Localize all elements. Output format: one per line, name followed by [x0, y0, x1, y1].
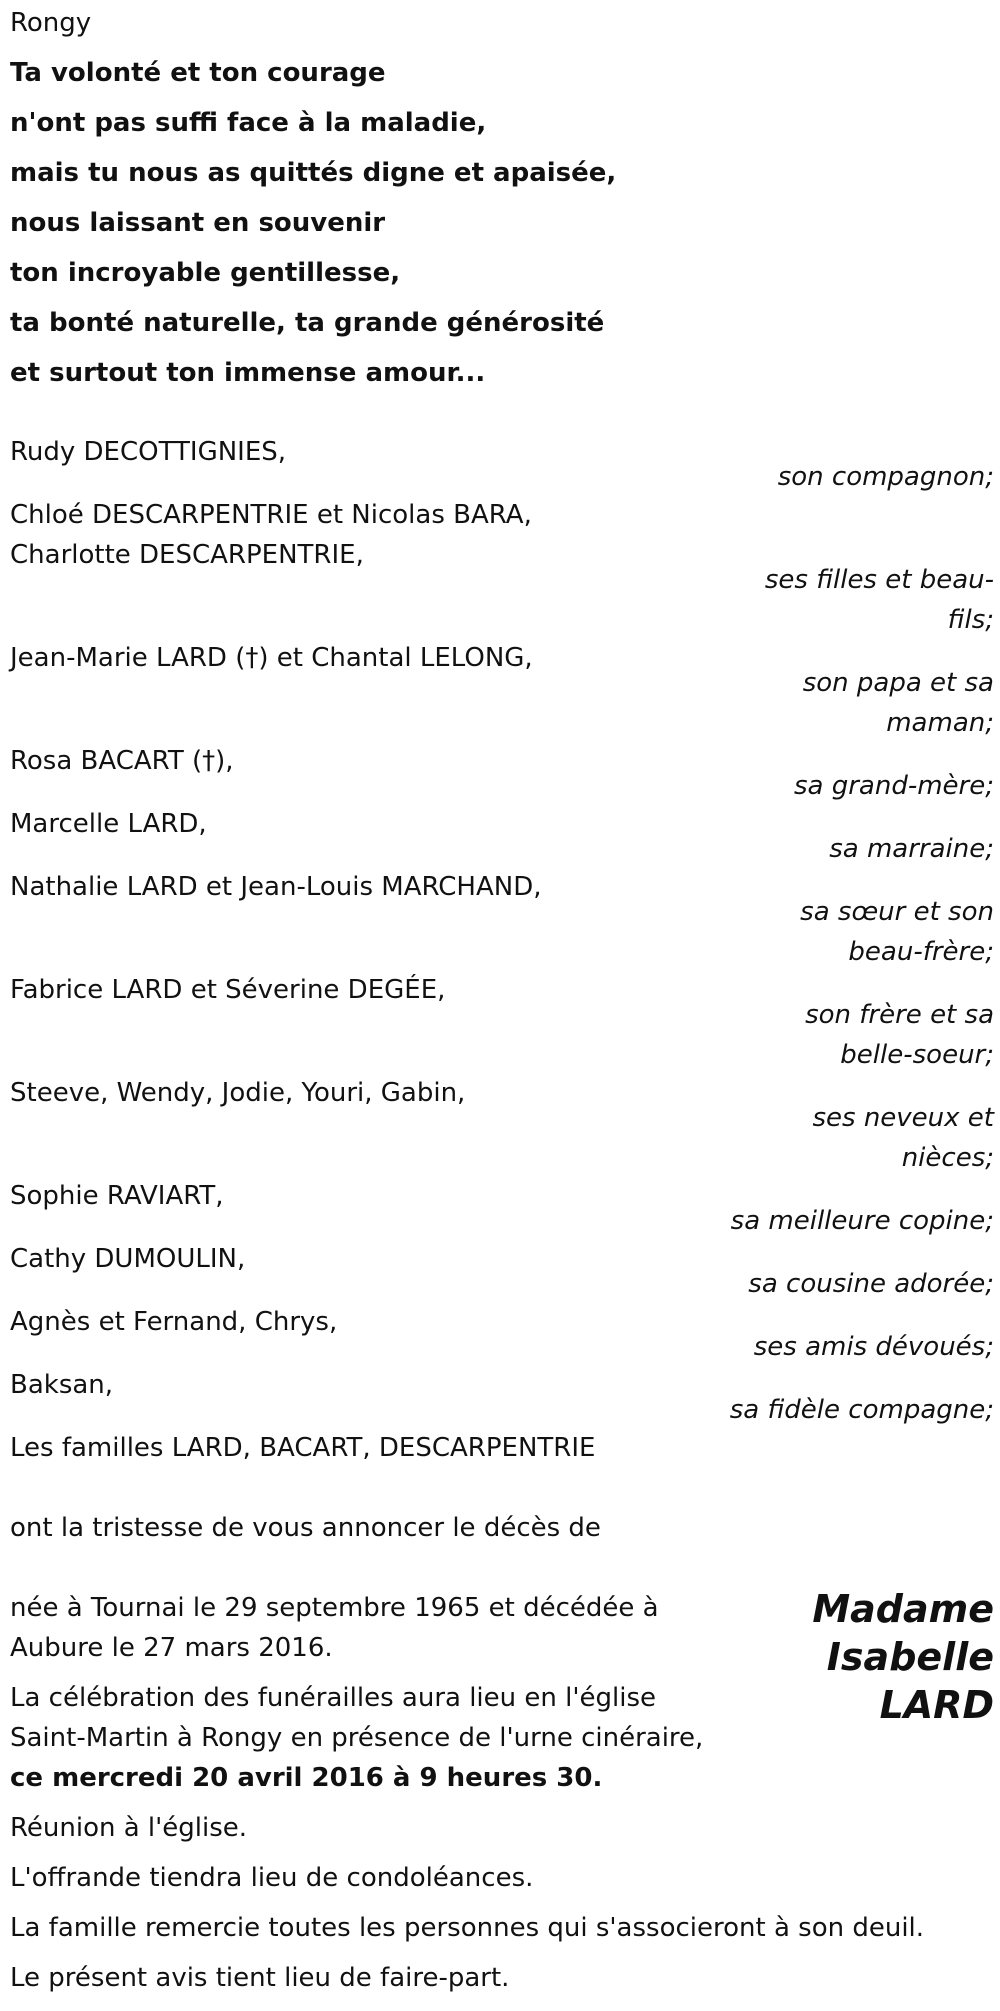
- deceased-title: Madame: [812, 1587, 994, 1631]
- mourner-names: Jean-Marie LARD (†) et Chantal LELONG,: [10, 643, 533, 673]
- mourner-names: Marcelle LARD,: [10, 809, 207, 839]
- mourner-role: sa meilleure copine;: [730, 1206, 994, 1236]
- text-line: Saint-Martin à Rongy en présence de l'urne cinéraire,: [10, 1723, 704, 1753]
- mourner-names: Agnès et Fernand, Chrys,: [10, 1307, 338, 1337]
- mourner-names: Charlotte DESCARPENTRIE,: [10, 540, 364, 570]
- text-line: La famille remercie toutes les personnes qui s'associeront à son deuil.: [10, 1913, 925, 1943]
- ceremony-date: ce mercredi 20 avril 2016 à 9 heures 30.: [10, 1763, 603, 1793]
- mourner-names: Baksan,: [10, 1370, 114, 1400]
- mourner-role: sa grand-mère;: [793, 771, 994, 801]
- text-line: Réunion à l'église.: [10, 1813, 248, 1843]
- location: Rongy: [10, 8, 92, 38]
- mourner-names: Rosa BACART (†),: [10, 746, 234, 776]
- mourner-names: Rudy DECOTTIGNIES,: [10, 437, 287, 467]
- mourner-role: ses amis dévoués;: [753, 1332, 994, 1362]
- poem-line: mais tu nous as quittés digne et apaisée,: [10, 158, 617, 188]
- mourner-names: Sophie RAVIART,: [10, 1181, 224, 1211]
- mourner-role: ses neveux et nièces;: [812, 1103, 994, 1173]
- deceased-name: [812, 1585, 994, 1729]
- mourner-role: son frère et sa belle-soeur;: [805, 1000, 994, 1070]
- poem-line: ta bonté naturelle, ta grande générosité: [10, 308, 605, 338]
- text-line: Le présent avis tient lieu de faire-part.: [10, 1963, 510, 1993]
- mourner-role: sa cousine adorée;: [748, 1269, 994, 1299]
- announcement: ont la tristesse de vous annoncer le décès de: [10, 1513, 601, 1543]
- text-line: L'offrande tiendra lieu de condoléances.: [10, 1863, 534, 1893]
- poem-line: n'ont pas suffi face à la maladie,: [10, 108, 487, 138]
- mourner-names: Nathalie LARD et Jean-Louis MARCHAND,: [10, 872, 542, 902]
- mourner-names: Fabrice LARD et Séverine DEGÉE,: [10, 975, 446, 1005]
- deceased-last-name: LARD: [879, 1683, 994, 1727]
- text-line: La célébration des funérailles aura lieu en l'église: [10, 1683, 656, 1713]
- mourner-role: sa marraine;: [829, 834, 994, 864]
- poem-line: ton incroyable gentillesse,: [10, 258, 401, 288]
- mourner-names: Chloé DESCARPENTRIE et Nicolas BARA,: [10, 500, 532, 530]
- poem-line: et surtout ton immense amour...: [10, 358, 486, 388]
- mourner-role: son compagnon;: [777, 462, 994, 492]
- text-line: Aubure le 27 mars 2016.: [10, 1633, 333, 1663]
- mourner-role: son papa et sa maman;: [802, 668, 994, 738]
- poem-line: nous laissant en souvenir: [10, 208, 386, 238]
- mourner-names: Les familles LARD, BACART, DESCARPENTRIE: [10, 1433, 596, 1463]
- mourner-names: Cathy DUMOULIN,: [10, 1244, 246, 1274]
- deceased-first-name: Isabelle: [826, 1635, 994, 1679]
- text-line: née à Tournai le 29 septembre 1965 et décédée à: [10, 1593, 659, 1623]
- mourner-role: sa fidèle compagne;: [729, 1395, 994, 1425]
- mourner-role: sa sœur et son beau-frère;: [800, 897, 994, 967]
- mourner-role: ses filles et beau-fils;: [764, 565, 994, 635]
- poem-line: Ta volonté et ton courage: [10, 58, 386, 88]
- mourner-names: Steeve, Wendy, Jodie, Youri, Gabin,: [10, 1078, 466, 1108]
